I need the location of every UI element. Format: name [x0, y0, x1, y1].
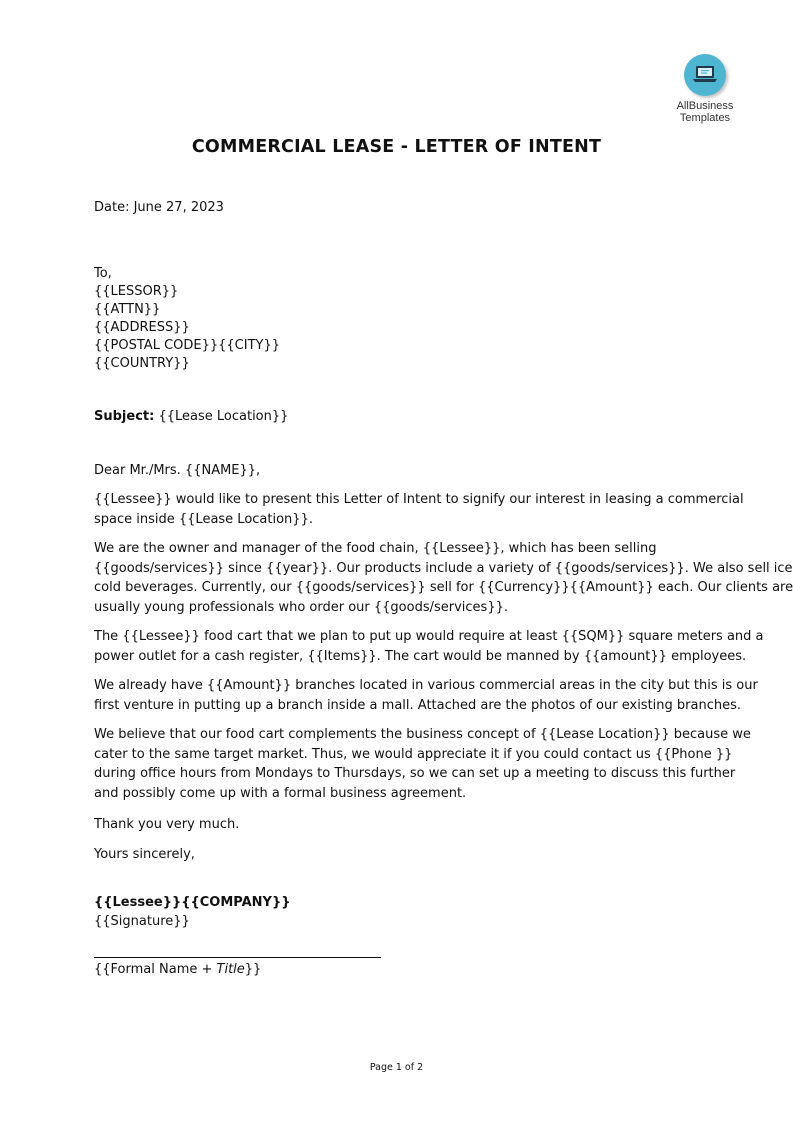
thanks-line: Thank you very much.	[94, 817, 240, 832]
name-suffix: }}	[244, 962, 262, 977]
paragraph-1	[94, 490, 744, 529]
paragraph-line: The {{Lessee}} food cart that we plan to put up would require at least {{SQM}} square meters and a	[94, 629, 764, 644]
letter-date: Date: June 27, 2023	[94, 200, 224, 215]
paragraph-line: We are the owner and manager of the food chain, {{Lessee}}, which has been selling	[94, 541, 657, 556]
document-title: COMMERCIAL LEASE - LETTER OF INTENT	[191, 137, 602, 157]
paragraph-line: We believe that our food cart complements the business concept of {{Lease Location}} because we	[94, 727, 751, 742]
page-number: Page 1 of 2	[369, 1062, 424, 1073]
company-logo	[668, 54, 742, 124]
name-title: Title	[216, 962, 245, 977]
paragraph-line: {{Lessee}} would like to present this Letter of Intent to signify our interest in leasing a commercial	[94, 492, 744, 507]
paragraph-line: cold beverages. Currently, our {{goods/services}} sell for {{Currency}}{{Amount}} each. Our clients are	[94, 580, 793, 596]
laptop-icon	[684, 54, 726, 96]
paragraph-2	[94, 539, 793, 617]
subject-value: {{Lease Location}}	[154, 409, 289, 424]
subject-line	[94, 407, 288, 426]
recipient-country: {{COUNTRY}}	[94, 356, 190, 371]
recipient-address: {{ADDRESS}}	[94, 320, 190, 335]
recipient-lessor: {{LESSOR}}	[94, 284, 179, 299]
name-prefix: {{Formal Name +	[94, 962, 217, 977]
recipient-to: To,	[94, 266, 112, 281]
subject-label: Subject:	[94, 409, 155, 424]
recipient-attn: {{ATTN}}	[94, 302, 161, 317]
paragraph-line: first venture in putting up a branch inside a mall. Attached are the photos of our existing branches.	[94, 697, 741, 713]
paragraph-line: We already have {{Amount}} branches located in various commercial areas in the city but this is our	[94, 678, 758, 693]
logo-text-line1: AllBusiness	[676, 100, 734, 112]
paragraph-line: usually young professionals who order our {{goods/services}}.	[94, 599, 508, 615]
signature-line	[94, 957, 381, 958]
signature-placeholder: {{Signature}}	[94, 914, 190, 929]
signature-name-title	[94, 960, 261, 979]
paragraph-line: space inside {{Lease Location}}.	[94, 511, 313, 527]
signature-company: {{Lessee}}{{COMPANY}}	[94, 895, 291, 910]
paragraph-line: cater to the same target market. Thus, we would appreciate it if you could contact us {{Phone }}	[94, 746, 733, 762]
salutation: Dear Mr./Mrs. {{NAME}},	[94, 463, 261, 478]
closing-line: Yours sincerely,	[94, 847, 195, 862]
logo-text-line2: Templates	[679, 112, 731, 124]
paragraph-3	[94, 627, 764, 666]
paragraph-5	[94, 725, 751, 803]
recipient-postal-city: {{POSTAL CODE}}{{CITY}}	[94, 338, 281, 353]
paragraph-line: during office hours from Mondays to Thursdays, so we can set up a meeting to discuss this further	[94, 766, 736, 782]
paragraph-line: {{goods/services}} since {{year}}. Our products include a variety of {{goods/services}}. We also sell ice	[94, 560, 793, 576]
paragraph-line: and possibly come up with a formal business agreement.	[94, 785, 467, 801]
paragraph-4	[94, 676, 758, 715]
paragraph-line: power outlet for a cash register, {{Items}}. The cart would be manned by {{amount}} employees.	[94, 648, 747, 664]
